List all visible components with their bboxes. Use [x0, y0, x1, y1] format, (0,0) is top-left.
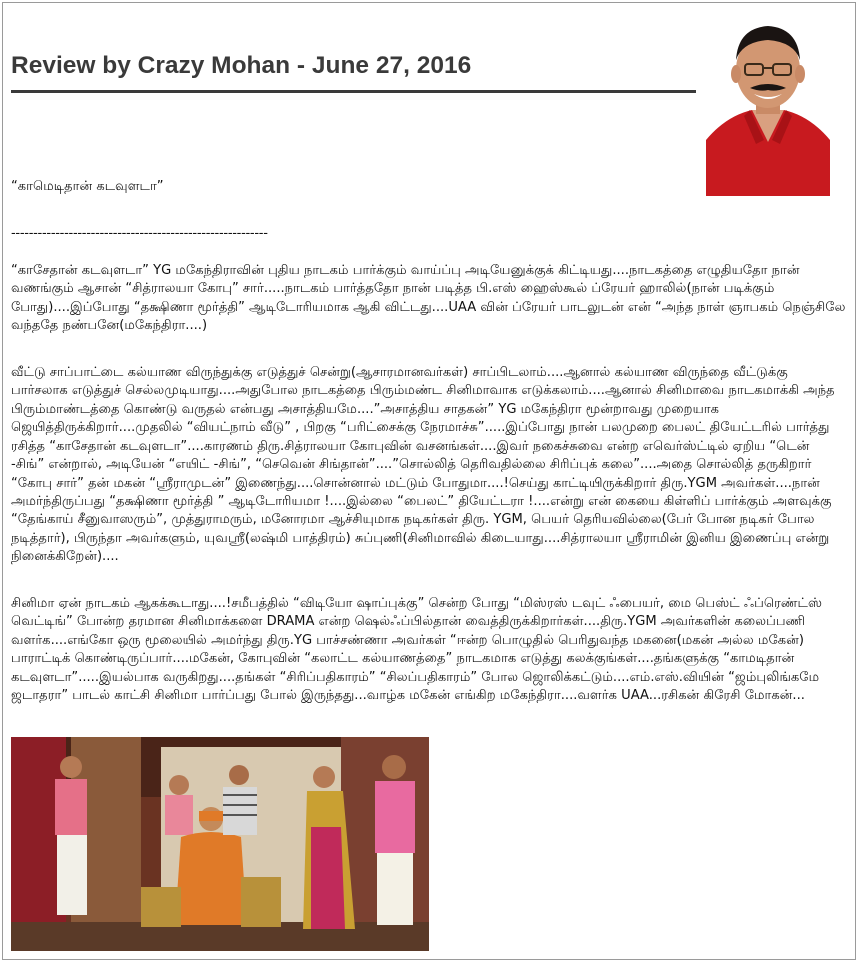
review-paragraph-3: சினிமா ஏன் நாடகம் ஆகக்கூடாது....!சமீபத்தில் “விடியோ ஷாப்புக்கு” சென்ற போது “மிஸ்ரஸ் டவுட் ஃபையர், மை பெஸ்ட் ஃப்ரெண்ட்ஸ் வெட்டிங்” போன்ற தரமான சினிமாக்களை DRAMA என்ற ஷெல்ஃப்பில்தான் வைத்திருக்கிறார்கள்....திரு.YGM அவர்களின் கலைப்பணி வளர்க....எங்கோ ஒரு மூலையில் அமர்ந்து திரு.YG பாச்சண்ணா அவர்கள் “ஈன்ற பொழுதில் பெரிதுவந்த மகனை(மகன் அல்ல மகேன்) பாராட்டிக் கொண்டிருப்பார்....மகேன், கோபுவின் “கலாட்ட கல்யாணத்தை” நாடகமாக எடுத்து கலக்குங்கள்....தங்களுக்கு “காமடிதான் கடவுளடா”.....இயல்பாக வருகிறது....தங்கள் “சிரிப்பதிகாரம்” “சிலப்பதிகாரம்” போல ஜொலிக்கட்டும்....எம்.எஸ்.வியின் “ஜம்புலிங்கமே ஜடாதரா” பாடல் காட்சி சினிமா பார்ப்பது போல் இருந்தது...வாழ்க மகேன் எங்கிற மகேந்திரா....வளர்க UAA...ரசிகன் கிரேசி மோகன்... [11, 595, 823, 703]
stage-photo [11, 737, 429, 951]
separator-line: ---------------------------------------------------------- [11, 226, 268, 242]
review-body [11, 160, 846, 724]
review-paragraph-2: வீட்டு சாப்பாட்டை கல்யாண விருந்துக்கு எடுத்துச் சென்று(ஆசாரமானவர்கள்) சாப்பிடலாம்....ஆனால் கல்யாண விருந்தை வீட்டுக்கு பார்சலாக எடுத்துச் செல்லமுடியாது....அதுபோல நாடகத்தை பிரும்மண்ட சினிமாவாக எடுக்கலாம்....ஆனால் சினிமாவை நாடகமாக்கி அந்த பிரும்மாண்டத்தை கொண்டு வருதல் என்பது அசாத்தியமே....”அசாத்திய சாதகன்” YG மகேந்திரா மூன்றாவது முறையாக ஜெயித்திருக்கிறார்....முதலில் “வியட்நாம் வீடு” , பிறகு “பரிட்சைக்கு நேரமாச்சு”.....இப்போது நான் பலமுறை பைலட் தியேட்டரில் பார்த்து ரசித்த “காசேதான் கடவுளடா”....காரணம் திரு.சித்ராலயா கோபுவின் வசனங்கள்....இவர் நகைச்சுவை என்ற எவெர்ஸ்ட்டில் ஏறிய “டென் -சிங்” என்றால், அடியேன் “எயிட் -சிங்”, “செவென் சிங்தான்”....”சொல்லித் தெரிவதில்லை சிரிப்புக் கலை”....அதை சொல்லித் தருகிறார் “கோபு சார்” தன் மகன் “ஸ்ரீராமுடன்” இணைந்து....சொன்னால் மட்டும் போதுமா....!செய்து காட்டியிருக்கிறார் திரு.YGM அவர்கள்....நான் அமர்ந்திருப்பது “தக்ஷிணா மூர்த்தி ” ஆடிடோரியமா !....இல்லை “பைலட்” தியேட்டரா !....என்று என் கையை கிள்ளிப் பார்க்கும் அளவுக்கு “தேங்காய் சீனுவாஸரும்”, முத்துராமரும், மனோரமா ஆச்சியுமாக நடிகர்கள் திரு. YGM, பெயர் தெரியவில்லை(பேர் போன நடிகர் போல நடித்தார்), பிருந்தா அவர்களும், யுவஸ்ரீ(லஷ்மி பாத்திரம்) சுப்புணி(சினிமாவில் கிடையாது....சித்ராலயா ஸ்ரீராமின் இனிய இணைப்பு என்று நினைக்கிறேன்).... [11, 365, 835, 565]
title-underline [11, 90, 696, 93]
review-paragraph-1: “காசேதான் கடவுளடா” YG மகேந்திராவின் புதிய நாடகம் பார்க்கும் வாய்ப்பு அடியேனுக்குக் கிட்டியது....நாடகத்தை எழுதியதோ நான் வணங்கும் ஆசான் “சித்ராலயா கோபு” சார்.....நாடகம் பார்த்ததோ நான் படித்த பி.எஸ் ஹைஸ்கூல் ப்ரேயர் ஹாலில்(நான் படிக்கும் போது)....இப்போது “தக்ஷிணா மூர்த்தி” ஆடிடோரியமாக ஆகி விட்டது....UAA வின் ப்ரேயர் பாடலுடன் என் “அந்த நாள் ஞாபகம் நெஞ்சிலே வந்ததே நண்பனே(மகேந்திரா....) [11, 263, 846, 334]
review-subtitle: “காமெடிதான் கடவுளடா” [11, 179, 164, 195]
page-title: Review by Crazy Mohan - June 27, 2016 [11, 52, 472, 79]
